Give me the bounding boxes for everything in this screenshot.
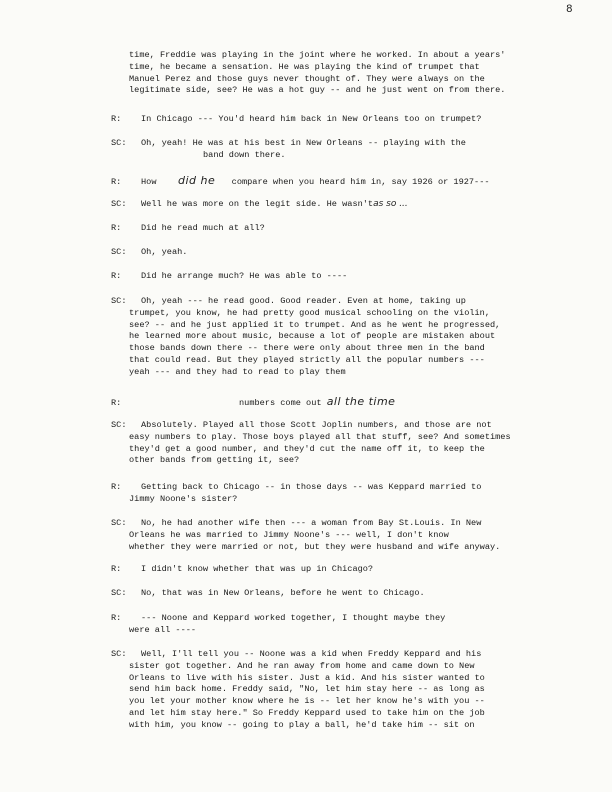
text-line: and let him stay here." So Freddy Keppard used to take him on the job <box>129 707 485 718</box>
text-line: yeah --- and they had to read to play them <box>129 366 346 377</box>
text-line: Well he was more on the legit side. He wasn't <box>141 199 374 209</box>
text-line: whether they were married or not, but they were husband and wife anyway. <box>129 541 501 552</box>
text-line: other bands from getting it, see? <box>129 455 300 466</box>
speaker-label: SC: <box>111 420 127 430</box>
exchange-interviewer <box>111 482 581 506</box>
text-line: compare when you heard him in, say 1926 or 1927--- <box>231 177 490 187</box>
text-line: easy numbers to play. Those boys played all that stuff, see? And sometimes <box>129 431 511 442</box>
text-line: send him back home. Freddy said, "No, let him stay here -- as long as <box>129 684 485 695</box>
exchange-subject <box>111 518 581 553</box>
exchange-interviewer <box>111 271 581 283</box>
speaker-label: SC: <box>111 199 127 209</box>
text-line: I didn't know whether that was up in Chicago? <box>141 564 374 574</box>
text-line: Orleans to live with his sister. Just a kid. And his sister wanted to <box>129 672 485 683</box>
exchange-interviewer <box>111 396 581 410</box>
speaker-label: SC: <box>111 247 127 257</box>
text-line: that could read. But they played strictly all the popular numbers --- <box>129 354 485 365</box>
text-line: How <box>141 177 157 187</box>
text-line: they'd get a good number, and they'd cut the name off it, to keep the <box>129 443 485 454</box>
handwritten-annotation: all the time <box>326 395 396 408</box>
text-line: numbers come out <box>239 398 322 408</box>
text-line: Oh, yeah! He was at his best in New Orleans -- playing with the <box>141 138 466 148</box>
page-number: 8 <box>566 4 573 16</box>
text-line: he learned more about music, because a lot of people are mistaken about <box>129 331 496 342</box>
speaker-label: R: <box>111 482 122 492</box>
text-line: Well, I'll tell you -- Noone was a kid when Freddy Keppard and his <box>141 649 482 659</box>
speaker-label: R: <box>111 564 122 574</box>
speaker-label: R: <box>111 177 122 187</box>
text-line: you let your mother know where he is -- let her know he's with you -- <box>129 696 485 707</box>
text-line: No, he had another wife then --- a woman from Bay St.Louis. In New <box>141 518 482 528</box>
speaker-label: R: <box>111 398 122 408</box>
text-line: Orleans he was married to Jimmy Noone's --- well, I don't know <box>129 529 449 540</box>
text-line: Did he read much at all? <box>141 223 265 233</box>
text-line: with him, you know -- going to play a ball, he'd take him -- sit on <box>129 719 475 730</box>
text-line: band down there. <box>203 149 286 160</box>
text-line: Oh, yeah. <box>141 247 188 257</box>
speaker-label: R: <box>111 223 122 233</box>
text-line: No, that was in New Orleans, before he went to Chicago. <box>141 588 425 598</box>
speaker-label: R: <box>111 271 122 281</box>
text-line: trumpet, you know, he had pretty good musical schooling on the violin, <box>129 307 490 318</box>
exchange-interviewer <box>111 564 581 576</box>
text-line: sister got together. And he ran away from home and came down to New <box>129 660 475 671</box>
speaker-label: SC: <box>111 296 127 306</box>
speaker-label: SC: <box>111 588 127 598</box>
speaker-label: R: <box>111 613 122 623</box>
continuation-paragraph <box>111 50 581 97</box>
speaker-label: SC: <box>111 649 127 659</box>
text-line: see? -- and he just applied it to trumpet. And as he went he progressed, <box>129 319 501 330</box>
exchange-subject <box>111 199 581 211</box>
exchange-subject <box>111 588 581 600</box>
speaker-label: R: <box>111 114 122 124</box>
text-line: those bands down there -- there were only about three men in the band <box>129 343 485 354</box>
text-line: Did he arrange much? He was able to ---- <box>141 271 348 281</box>
text-line: were all ---- <box>129 624 197 635</box>
exchange-interviewer <box>111 175 581 189</box>
speaker-label: SC: <box>111 518 127 528</box>
exchange-subject <box>111 649 581 732</box>
text-line: time, Freddie was playing in the joint where he worked. In about a years' <box>129 50 506 60</box>
exchange-interviewer <box>111 223 581 235</box>
exchange-interviewer <box>111 613 581 637</box>
text-line: Jimmy Noone's sister? <box>129 493 238 504</box>
handwritten-annotation: as so ... <box>373 199 408 209</box>
text-line: Manuel Perez and those guys never thought of. They were always on the <box>129 73 485 84</box>
speaker-label: SC: <box>111 138 127 148</box>
text-line: legitimate side, see? He was a hot guy -- and he just went on from there. <box>129 85 506 96</box>
text-line: Oh, yeah --- he read good. Good reader. Even at home, taking up <box>141 296 466 306</box>
text-line: Absolutely. Played all those Scott Joplin numbers, and those are not <box>141 420 492 430</box>
text-line: time, he became a sensation. He was playing the kind of trumpet that <box>129 61 480 72</box>
text-line: Getting back to Chicago -- in those days -- was Keppard married to <box>141 482 482 492</box>
text-line: In Chicago --- You'd heard him back in New Orleans too on trumpet? <box>141 114 482 124</box>
exchange-subject <box>111 420 581 467</box>
text-line: --- Noone and Keppard worked together, I thought maybe they <box>141 613 446 623</box>
handwritten-annotation: did he <box>178 174 216 187</box>
exchange-subject <box>111 296 581 379</box>
exchange-interviewer <box>111 114 581 126</box>
exchange-subject <box>111 138 581 162</box>
exchange-subject <box>111 247 581 259</box>
